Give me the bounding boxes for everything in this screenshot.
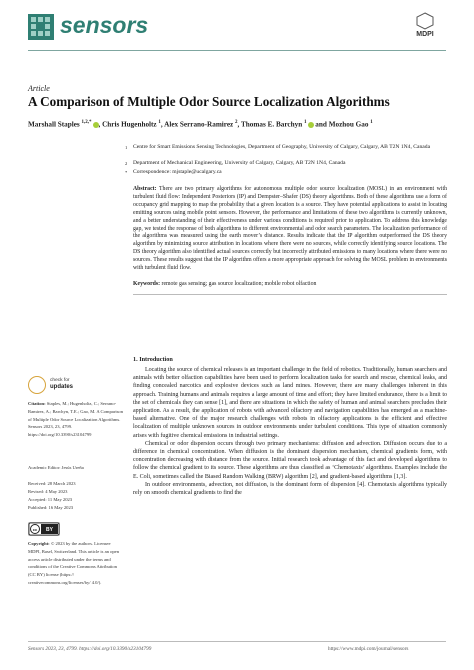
paragraph: Locating the source of chemical releases is an important challenge in the field of robotics. Traditionally, human searchers and animals with better olfaction capabilities have been used to perform localization tasks for search and rescue, chemical leaks, and finding concealed narcotics and explosive devices such as land mines. However, there are many challenges inherent in this approach. Training humans and animals requires a large amount of time and effort; they have limited endurance, there is a limit to the set of chemicals they can sense [1], and there are situations in which the safety of human and animal searchers precludes their application. As a result, the application of robots with advanced olfactory and navigation capabilities has emerged as a machine-based alternative. One of the major research challenges with robots in olfactory applications is the efficient and effective localization of multiple unknown sources in outdoor environments under turbulent conditions. This type of situation commonly arises with fugitive chemical emissions in industrial settings. xyxy=(133,367,447,439)
author-affil: 1 xyxy=(158,120,161,125)
author-name[interactable]: Marshall Staples xyxy=(28,120,80,129)
author-list: Marshall Staples $^{1,2,*}$ , Chris Hugenholtz $^1$, Alex Serrano-Ramirez $^2$, Thomas E. Barchyn $^1$ and Mozhou Gao $^1$ xyxy=(28,120,373,129)
footer-citation: Sensors 2023, 23, 4799. https://doi.org/10.3390/s23104799 xyxy=(28,646,152,652)
journal-logo-icon xyxy=(28,14,54,40)
abstract xyxy=(133,186,447,278)
author-affil: 2 xyxy=(235,120,238,125)
citation-label: Citation: xyxy=(28,401,46,406)
author-name[interactable]: Chris Hugenholtz xyxy=(102,120,157,129)
affiliation xyxy=(125,144,453,151)
citation xyxy=(28,400,124,439)
updates-line1: check for xyxy=(50,378,70,383)
mdpi-logo-icon xyxy=(404,12,446,38)
affiliation xyxy=(125,160,453,167)
correspondence xyxy=(125,169,453,176)
cc-license-icon[interactable] xyxy=(28,522,60,536)
academic-editor: Academic Editor: Jesús Ureña xyxy=(28,465,84,470)
journal-name: sensors xyxy=(60,12,149,38)
author-name[interactable]: Alex Serrano-Ramirez xyxy=(164,120,234,129)
received-date: Received: 28 March 2023 xyxy=(28,481,76,486)
affiliation-number: * xyxy=(125,170,128,175)
footer-journal-link[interactable]: https://www.mdpi.com/journal/sensors xyxy=(328,646,409,652)
paragraph: In outdoor environments, advection, not diffusion, is the dominant form of dispersion [4]. Chemotaxis algorithms typically rely on smooth chemical gradients to find the xyxy=(133,481,447,497)
affiliation-text: Centre for Smart Emissions Sensing Technologies, Department of Geography, University of Calgary, Calgary, AB T2N 1N4, Canada xyxy=(133,144,431,150)
orcid-icon[interactable] xyxy=(308,122,314,128)
orcid-icon[interactable] xyxy=(93,122,99,128)
check-for-updates-button[interactable] xyxy=(28,374,72,398)
keywords xyxy=(133,281,447,289)
copyright xyxy=(28,540,124,587)
published-date: Published: 16 May 2023 xyxy=(28,505,74,510)
header-rule xyxy=(28,50,446,51)
paragraph: Chemical or odor dispersion occurs through two primary mechanisms: diffusion and advection. Diffusion occurs due to a difference in chemical concentration. When diffusion is the dominant dispersion mechanism, chemical gradients form, with concentration decreasing with distance from the source. Initial research took advantage of this fact and developed algorithms to follow the chemical gradient to its source. These algorithms are thus classified as ‘Chemotaxis’ algorithms. Examples include the E. Coli, sometimes called the Biased Random Walking (BRW) algorithm [2], and gradient-based algorithms [1,3]. xyxy=(133,440,447,480)
author-affil: 1 xyxy=(370,120,373,125)
abstract-text: There are two primary algorithms for autonomous multiple odor source localization (MOSL) in an environment with turbulent fluid flow: Independent Posteriors (IP) and Dempster–Shafer (DS) theory algorithms. Both of these algorithms use a form of occupancy grid mapping to map the probability that a given location is a source. They have potential applications to assist in locating emitting sources using mobile point sensors. However, the performance and limitations of these two algorithms is currently unknown, and a better understanding of their effectiveness under various conditions is required prior to application. To address this knowledge gap, we tested the response of both algorithms to different environmental and odor search parameters. The localization performance of the algorithms was measured using the earth mover’s distance. Results indicate that the IP algorithm outperformed the DS theory algorithm by minimizing source attribution in locations where there were no sources, while correctly identifying source locations. The DS theory algorithm also identified actual sources correctly but incorrectly attributed emissions to many locations where there were no sources. These results suggest that the IP algorithm offers a more appropriate approach for solving the MOSL problem in environments with turbulent fluid flow. xyxy=(133,186,447,272)
footer-rule xyxy=(28,641,446,642)
abstract-label: Abstract: xyxy=(133,186,157,192)
intro-text xyxy=(133,366,447,497)
keywords-rule xyxy=(133,294,447,295)
copyright-text: © 2023 by the authors. Licensee MDPI, Basel, Switzerland. This article is an open access article distributed under the terms and conditions of the Creative Commons Attribution (CC BY) license (https:// creativecommons.org/licenses/by/ 4.0/). xyxy=(28,541,120,585)
affiliation-number: 1 xyxy=(125,145,128,150)
affiliation-text: Department of Mechanical Engineering, University of Calgary, Calgary, AB T2N 1N4, Canada xyxy=(133,160,346,166)
svg-text:cc: cc xyxy=(32,527,38,532)
article-title: A Comparison of Multiple Odor Source Localization Algorithms xyxy=(28,94,390,109)
section-heading: 1. Introduction xyxy=(133,356,173,363)
author-name[interactable]: Thomas E. Barchyn xyxy=(241,120,303,129)
keywords-label: Keywords: xyxy=(133,281,161,287)
correspondence-text[interactable]: Correspondence: mjstaple@ucalgary.ca xyxy=(133,169,222,175)
author-name[interactable]: Mozhou Gao xyxy=(328,120,369,129)
publisher-name: MDPI xyxy=(416,31,434,38)
update-icon xyxy=(28,376,46,394)
svg-text:BY: BY xyxy=(46,527,53,534)
accepted-date: Accepted: 11 May 2023 xyxy=(28,497,73,502)
author-affil: 1 xyxy=(304,120,307,125)
article-type: Article xyxy=(28,84,50,93)
keywords-text: remote gas sensing; gas source localization; mobile robot olfaction xyxy=(161,281,317,287)
updates-line2: updates xyxy=(50,384,74,390)
citation-text: Staples, M.; Hugenholtz, C.; Serrano-Ramirez, A.; Barchyn, T.E.; Gao, M. A Comparison of Multiple Odor Source Localization Algorithms. Sensors 2023, 23, 4799. https://doi.org/10.3390/s23104799 xyxy=(28,401,124,438)
revised-date: Revised: 4 May 2023 xyxy=(28,489,68,494)
affiliation-number: 2 xyxy=(125,161,128,166)
copyright-label: Copyright: xyxy=(28,541,50,546)
author-affil: 1,2,* xyxy=(81,120,92,125)
